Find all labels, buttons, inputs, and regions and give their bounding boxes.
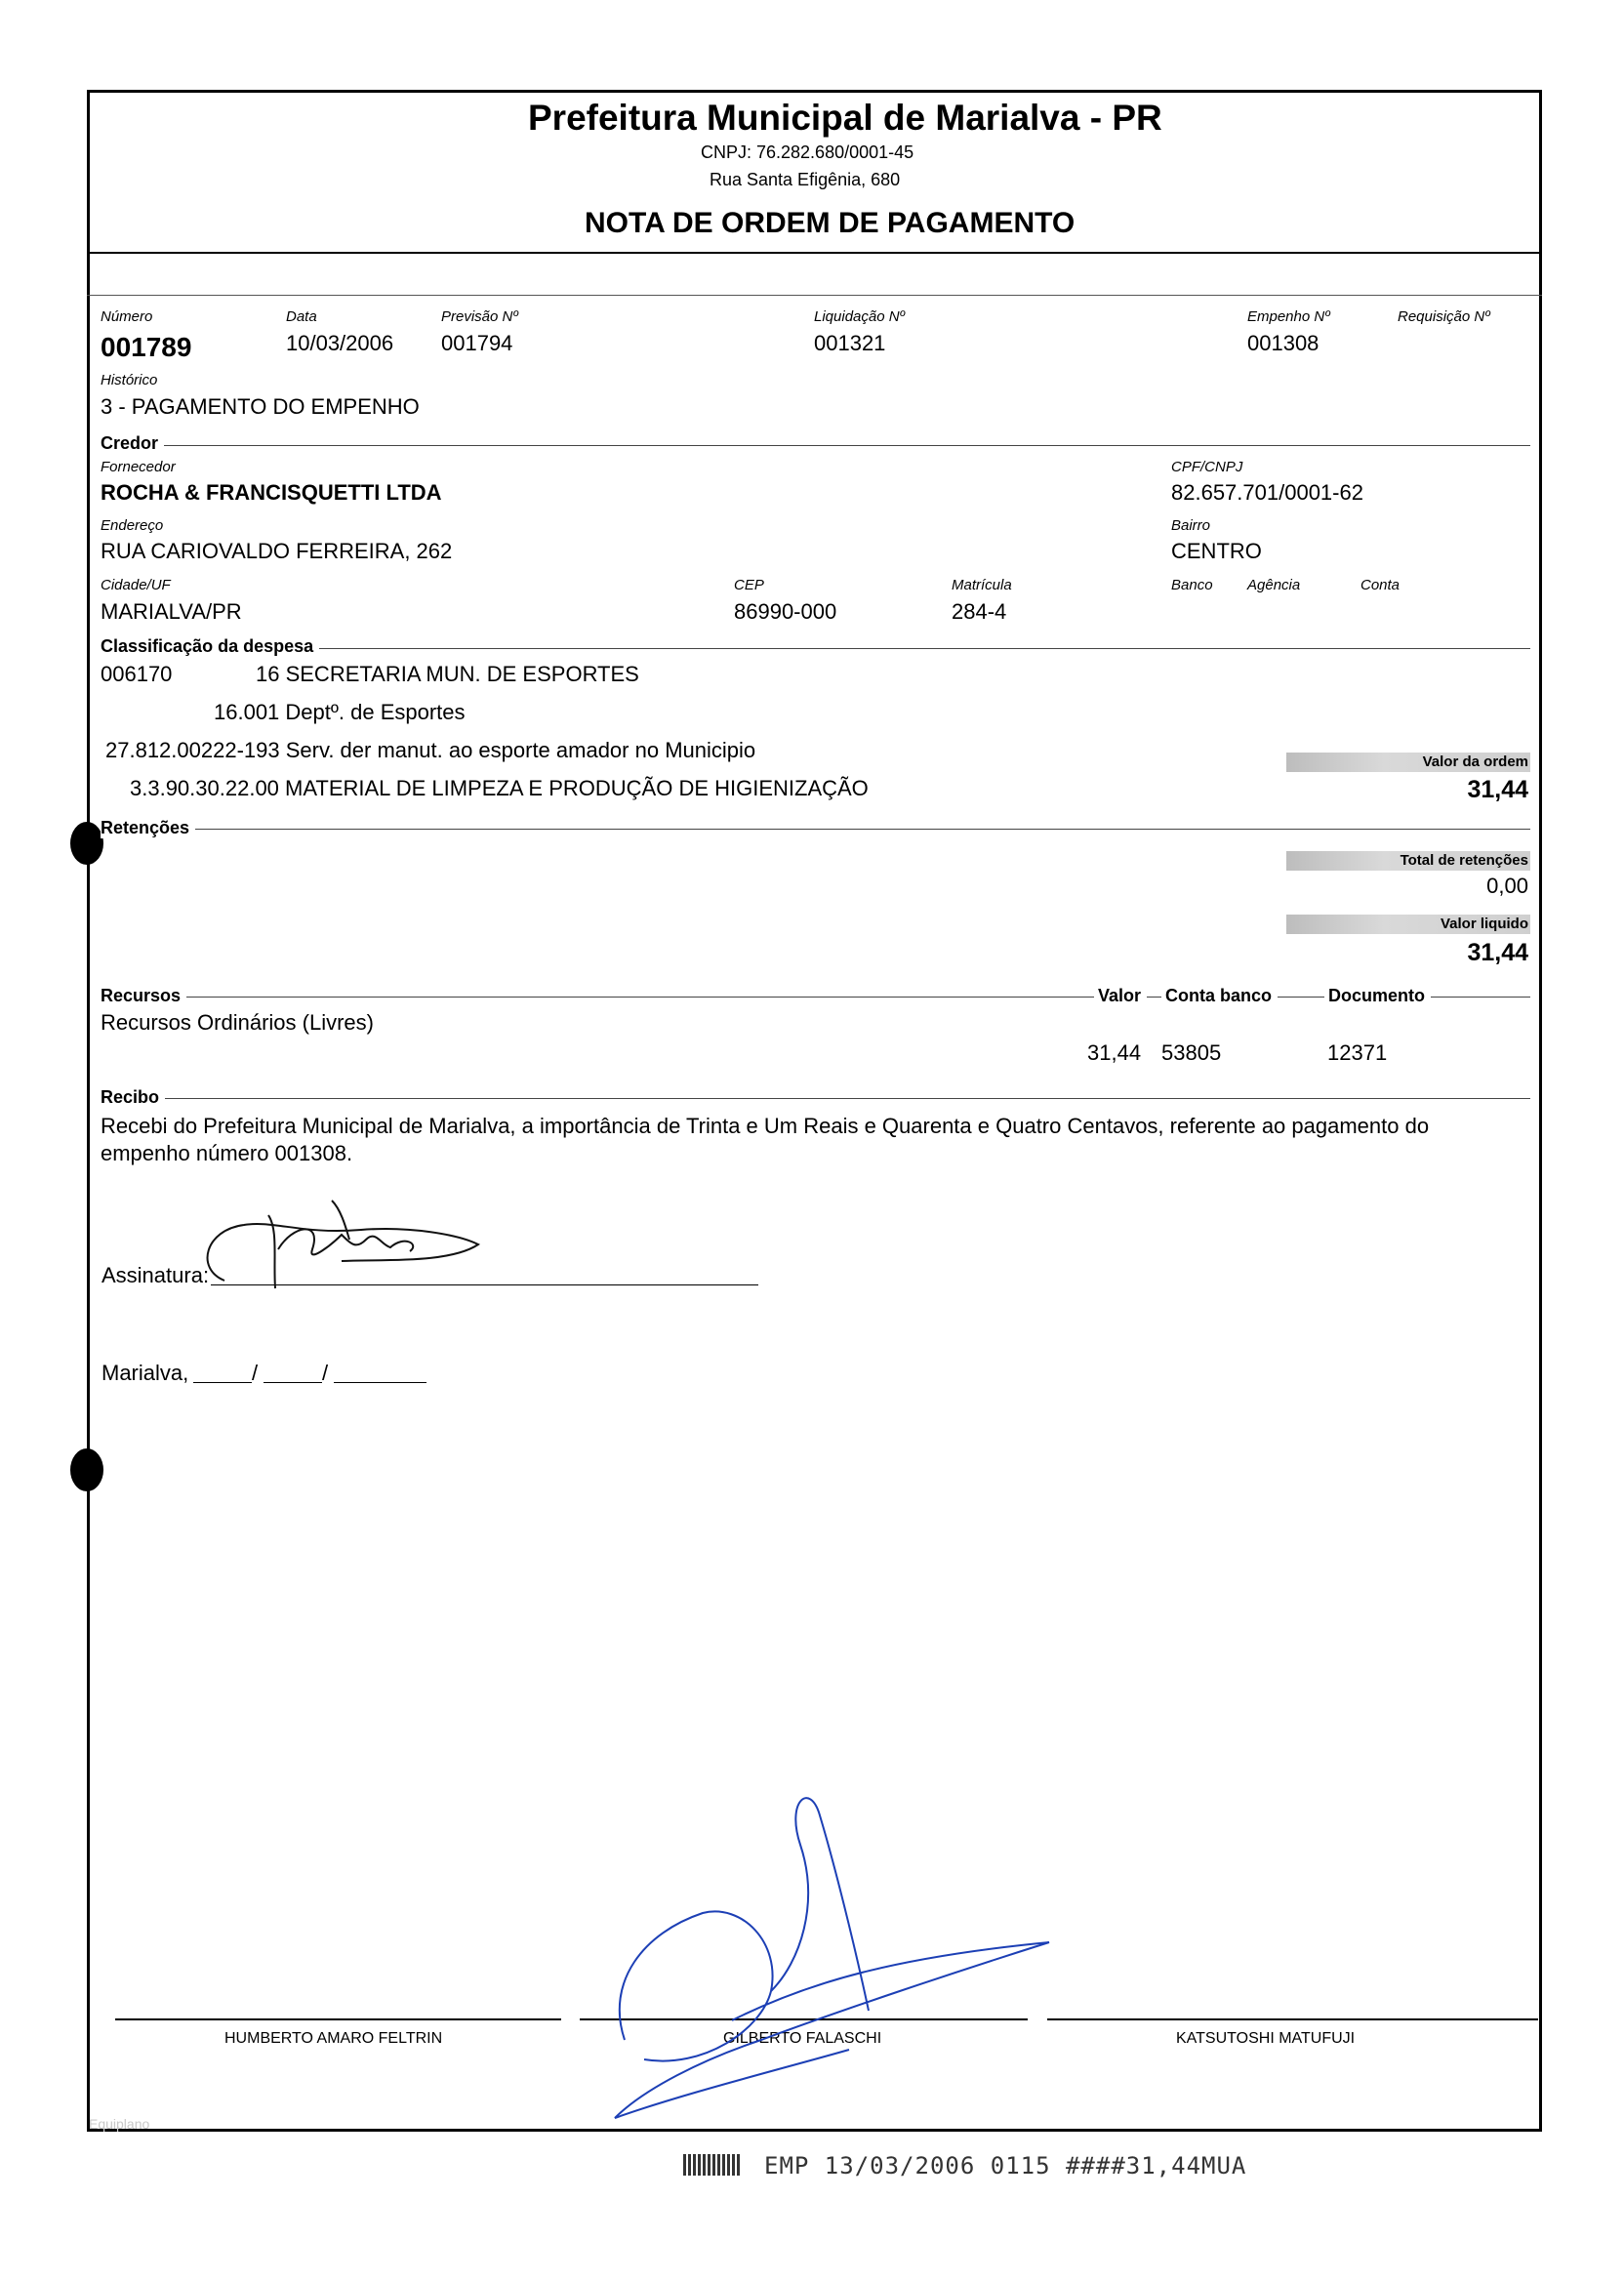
banco-label: Banco <box>1171 577 1213 593</box>
classificacao-section: Classificação da despesa <box>101 636 319 657</box>
recibo-signature <box>185 1191 488 1298</box>
date-line-day <box>193 1382 252 1383</box>
retencoes-section: Retenções <box>101 818 195 838</box>
fornecedor-label: Fornecedor <box>101 459 176 475</box>
recursos-section: Recursos <box>101 986 186 1006</box>
total-retencoes-value: 0,00 <box>1486 874 1528 898</box>
recursos-documento-label: Documento <box>1324 986 1431 1006</box>
recursos-valor-label: Valor <box>1094 986 1147 1006</box>
credor-rule <box>101 445 1530 446</box>
recursos-item: Recursos Ordinários (Livres) <box>101 1010 374 1035</box>
header-cnpj: CNPJ: 76.282.680/0001-45 <box>701 143 914 162</box>
signatory-signature <box>586 1786 1074 2138</box>
classificacao-line3: 27.812.00222-193 Serv. der manut. ao esporte amador no Municipio <box>105 738 756 762</box>
recursos-conta-label: Conta banco <box>1161 986 1278 1006</box>
cep-label: CEP <box>734 577 764 593</box>
classificacao-line1: 16 SECRETARIA MUN. DE ESPORTES <box>256 662 639 686</box>
cep-value: 86990-000 <box>734 599 837 624</box>
valor-ordem-label: Valor da ordem <box>1422 754 1528 770</box>
header-divider <box>87 252 1542 254</box>
total-retencoes-label: Total de retenções <box>1400 852 1528 869</box>
data-value: 10/03/2006 <box>286 331 394 355</box>
empenho-label: Empenho Nº <box>1247 308 1330 325</box>
retencoes-rule <box>101 829 1530 830</box>
classificacao-line2: 16.001 Deptº. de Esportes <box>214 700 466 724</box>
numero-label: Número <box>101 308 153 325</box>
signatory-name-1: HUMBERTO AMARO FELTRIN <box>224 2030 443 2047</box>
brand-watermark: Equiplano <box>89 2116 150 2132</box>
date-slash-1: / <box>252 1361 259 1385</box>
valor-ordem-value: 31,44 <box>1467 776 1528 803</box>
assinatura-label: Assinatura: <box>102 1263 210 1287</box>
data-label: Data <box>286 308 317 325</box>
signatory-name-2: GILBERTO FALASCHI <box>723 2030 882 2047</box>
liquidacao-label: Liquidação Nº <box>814 308 906 325</box>
recibo-section: Recibo <box>101 1087 165 1108</box>
cpf-label: CPF/CNPJ <box>1171 459 1243 475</box>
empenho-value: 001308 <box>1247 331 1320 355</box>
recursos-rule <box>101 997 1530 998</box>
date-line-month <box>264 1382 322 1383</box>
signatory-name-3: KATSUTOSHI MATUFUJI <box>1176 2030 1356 2047</box>
header-subdivider <box>87 295 1542 296</box>
valor-liquido-label: Valor liquido <box>1440 916 1528 932</box>
signatory-line-3 <box>1047 2018 1538 2020</box>
classificacao-line4: 3.3.90.30.22.00 MATERIAL DE LIMPEZA E PRODUÇÃO DE HIGIENIZAÇÃO <box>130 776 869 800</box>
previsao-label: Previsão Nº <box>441 308 518 325</box>
numero-value: 001789 <box>101 332 192 362</box>
requisicao-label: Requisição Nº <box>1398 308 1490 325</box>
document-title: NOTA DE ORDEM DE PAGAMENTO <box>585 207 1076 239</box>
recibo-rule <box>101 1098 1530 1099</box>
matricula-value: 284-4 <box>952 599 1007 624</box>
signatory-line-1 <box>115 2018 561 2020</box>
endereco-label: Endereço <box>101 517 164 534</box>
fornecedor-value: ROCHA & FRANCISQUETTI LTDA <box>101 480 442 505</box>
recibo-text-line2: empenho número 001308. <box>101 1141 353 1165</box>
valor-liquido-value: 31,44 <box>1467 939 1528 966</box>
bairro-value: CENTRO <box>1171 539 1262 563</box>
footer-stamp: EMP 13/03/2006 0115 ####31,44MUA <box>764 2152 1247 2179</box>
recibo-text-line1: Recebi do Prefeitura Municipal de Marialva, a importância de Trinta e Um Reais e Quarenta e Quatro Centavos, referente ao pagamento do <box>101 1114 1430 1138</box>
previsao-value: 001794 <box>441 331 513 355</box>
historico-label: Histórico <box>101 372 158 388</box>
cpf-value: 82.657.701/0001-62 <box>1171 480 1363 505</box>
endereco-value: RUA CARIOVALDO FERREIRA, 262 <box>101 539 453 563</box>
date-slash-2: / <box>322 1361 329 1385</box>
cidade-value: MARIALVA/PR <box>101 599 242 624</box>
date-line-year <box>334 1382 426 1383</box>
liquidacao-value: 001321 <box>814 331 886 355</box>
page-title: Prefeitura Municipal de Marialva - PR <box>528 98 1162 138</box>
matricula-label: Matrícula <box>952 577 1012 593</box>
cidade-label: Cidade/UF <box>101 577 171 593</box>
agencia-label: Agência <box>1247 577 1301 593</box>
classificacao-code: 006170 <box>101 662 173 686</box>
recursos-conta: 53805 <box>1161 1040 1222 1065</box>
recursos-valor: 31,44 <box>1087 1040 1142 1065</box>
header-address: Rua Santa Efigênia, 680 <box>710 170 901 189</box>
historico-value: 3 - PAGAMENTO DO EMPENHO <box>101 394 420 419</box>
barcode-mark <box>683 2154 742 2176</box>
recursos-documento: 12371 <box>1327 1040 1388 1065</box>
bairro-label: Bairro <box>1171 517 1211 534</box>
conta-label: Conta <box>1360 577 1401 593</box>
local-label: Marialva, <box>102 1361 189 1385</box>
credor-section: Credor <box>101 433 164 454</box>
